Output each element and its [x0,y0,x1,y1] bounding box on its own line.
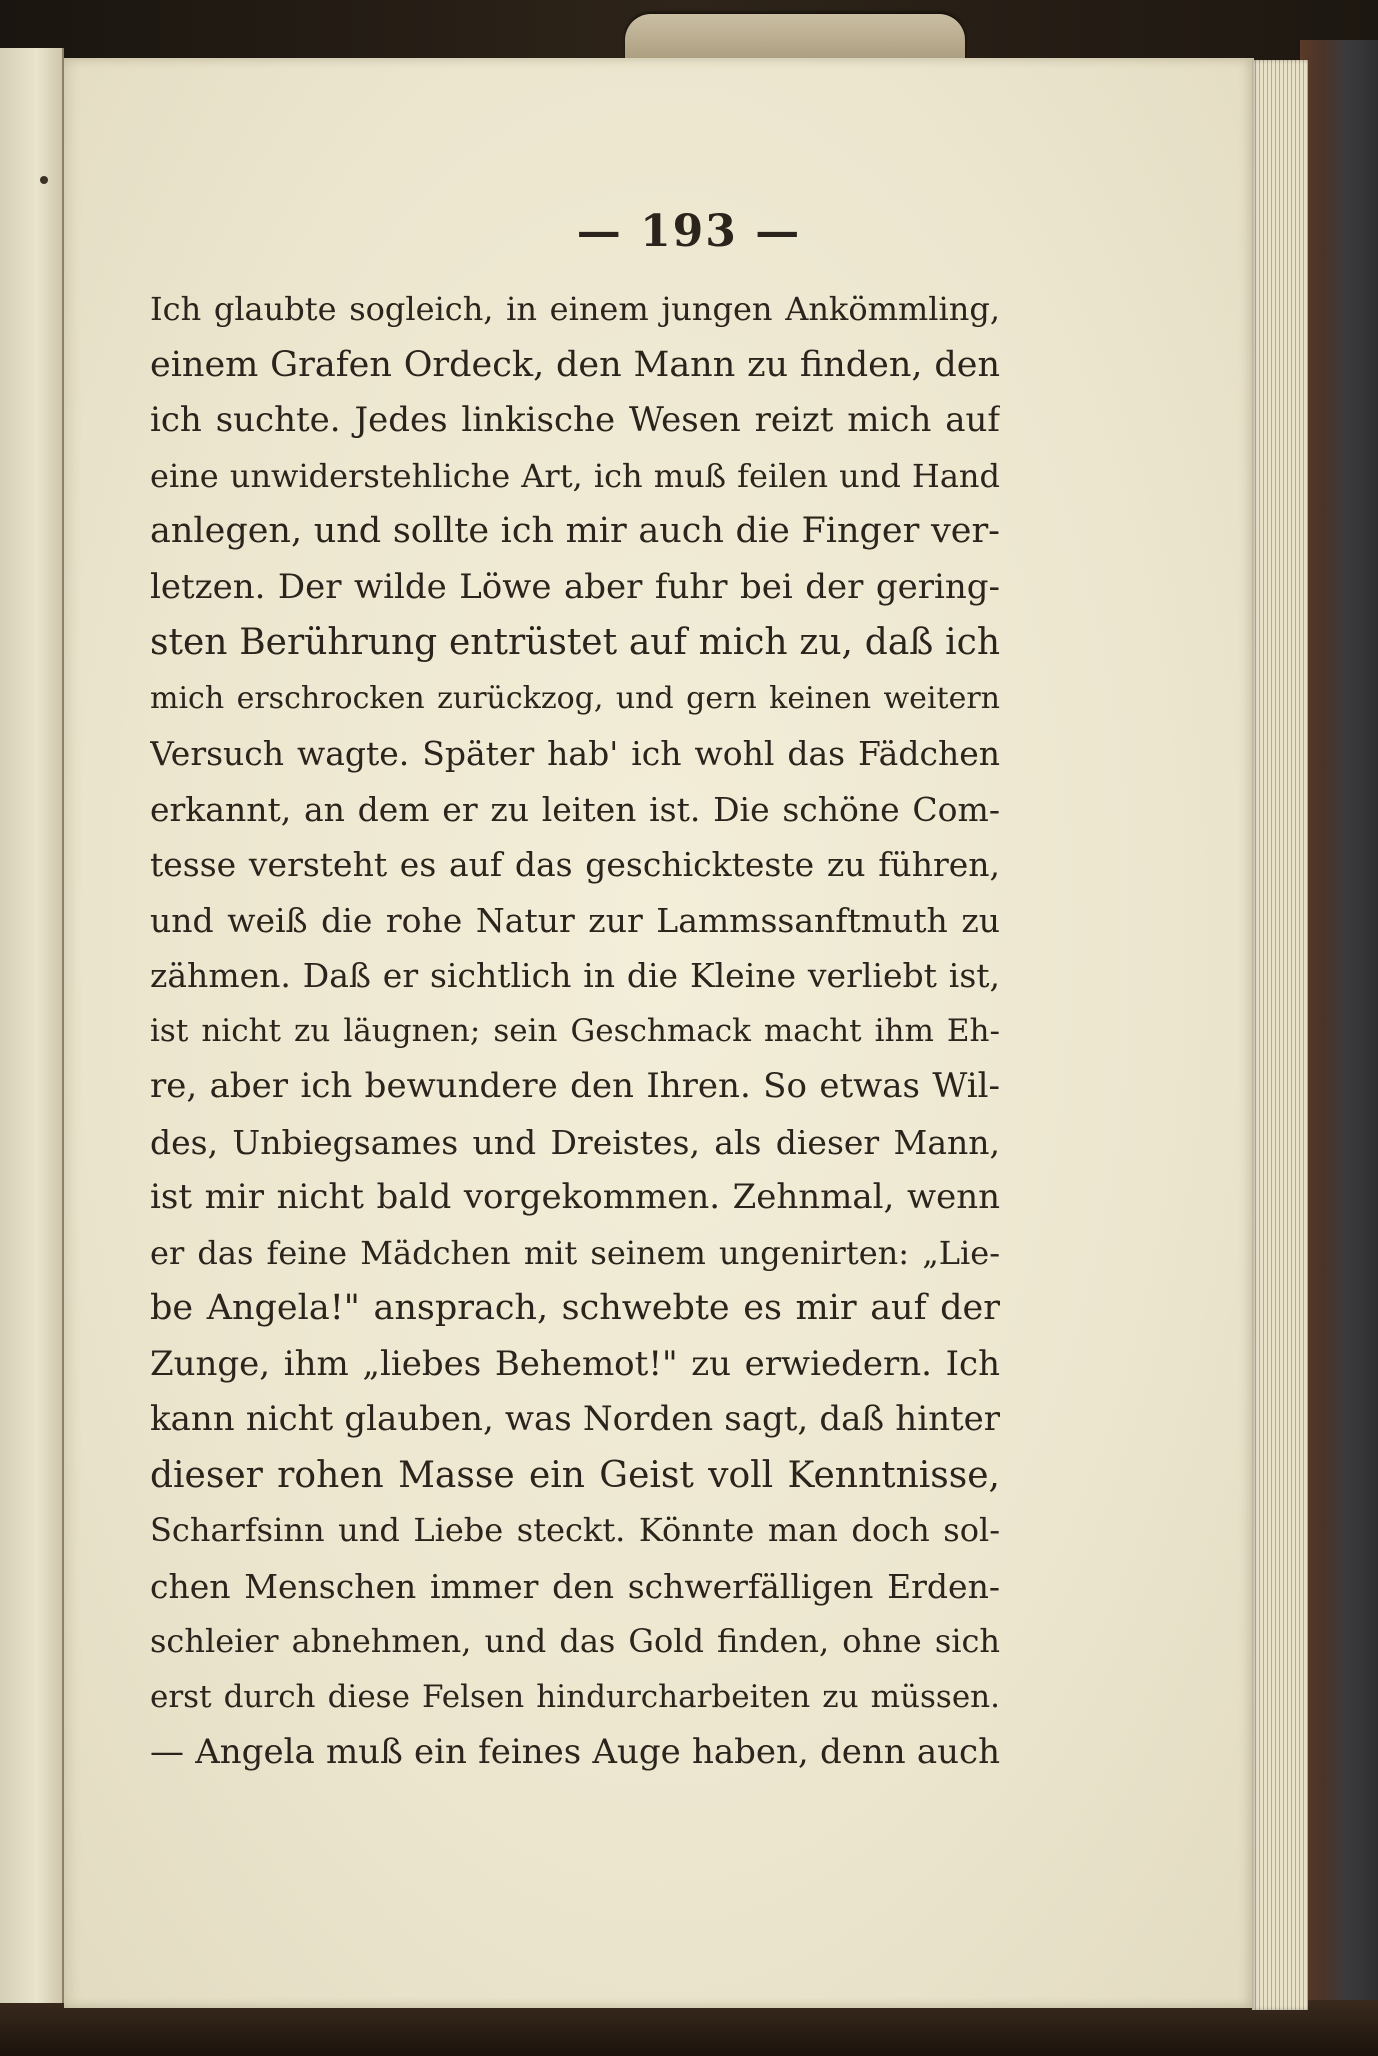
text-line: und weiß die rohe Natur zur Lammssanftmuth zu [150,900,1000,940]
text-line: anlegen, und sollte ich mir auch die Finger ver- [150,511,1000,551]
book-cover-right [1300,40,1378,2030]
text-line: chen Menschen immer den schwerfälligen Erden- [150,1566,1000,1606]
text-line: ist nicht zu läugnen; sein Geschmack macht ihm Eh- [150,1012,1000,1049]
ink-dot [40,176,48,184]
text-line: schleier abnehmen, und das Gold finden, ohne sich [150,1622,1000,1660]
left-page-edge [0,48,64,2003]
text-line: tesse versteht es auf das geschickteste zu führen, [150,845,1000,884]
text-line: sten Berührung entrüstet auf mich zu, daß ich [150,622,1000,663]
text-line: einem Grafen Ordeck, den Mann zu finden, den [150,344,1000,385]
body-text [150,282,1000,1781]
text-line: re, aber ich bewundere den Ihren. So etwas Wil- [150,1066,1000,1106]
text-line: dieser rohen Masse ein Geist voll Kenntnisse, [150,1454,1000,1496]
page-number: — 193 — [576,206,802,257]
text-line: kann nicht glauben, was Norden sagt, daß hinter [150,1399,1000,1439]
bookmark-tab [625,14,965,64]
text-line: Scharfsinn und Liebe steckt. Könnte man doch sol- [150,1511,1000,1549]
page-edges [1252,60,1308,2010]
text-line: eine unwiderstehliche Art, ich muß feilen und Hand [150,456,1000,495]
text-line: — Angela muß ein feines Auge haben, denn auch [150,1732,1000,1772]
text-line: des, Unbiegsames und Dreistes, als dieser Mann, [150,1122,1000,1162]
text-line: erkannt, an dem er zu leiten ist. Die schöne Com- [150,789,1000,829]
text-line: ist mir nicht bald vorgekommen. Zehnmal, wenn [150,1177,1000,1217]
text-line: letzen. Der wilde Löwe aber fuhr bei der gering- [150,566,1000,607]
text-line: erst durch diese Felsen hindurcharbeiten zu müssen. [150,1678,1000,1715]
book-cover-bottom [0,2000,1378,2056]
text-line: zähmen. Daß er sichtlich in die Kleine verliebt ist, [150,956,1000,995]
text-line: be Angela!" ansprach, schwebte es mir auf der [150,1288,1000,1328]
text-line: Zunge, ihm „liebes Behemot!" zu erwiedern. Ich [150,1343,1000,1384]
text-line: Ich glaubte sogleich, in einem jungen Ankömmling, [150,290,1000,328]
text-line: ich suchte. Jedes linkische Wesen reizt mich auf [150,400,1000,440]
text-line: mich erschrocken zurückzog, und gern keinen weitern [150,680,1000,716]
text-line: Versuch wagte. Später hab' ich wohl das Fädchen [150,734,1000,773]
text-line: er das feine Mädchen mit seinem ungenirten: „Lie- [150,1233,1000,1272]
